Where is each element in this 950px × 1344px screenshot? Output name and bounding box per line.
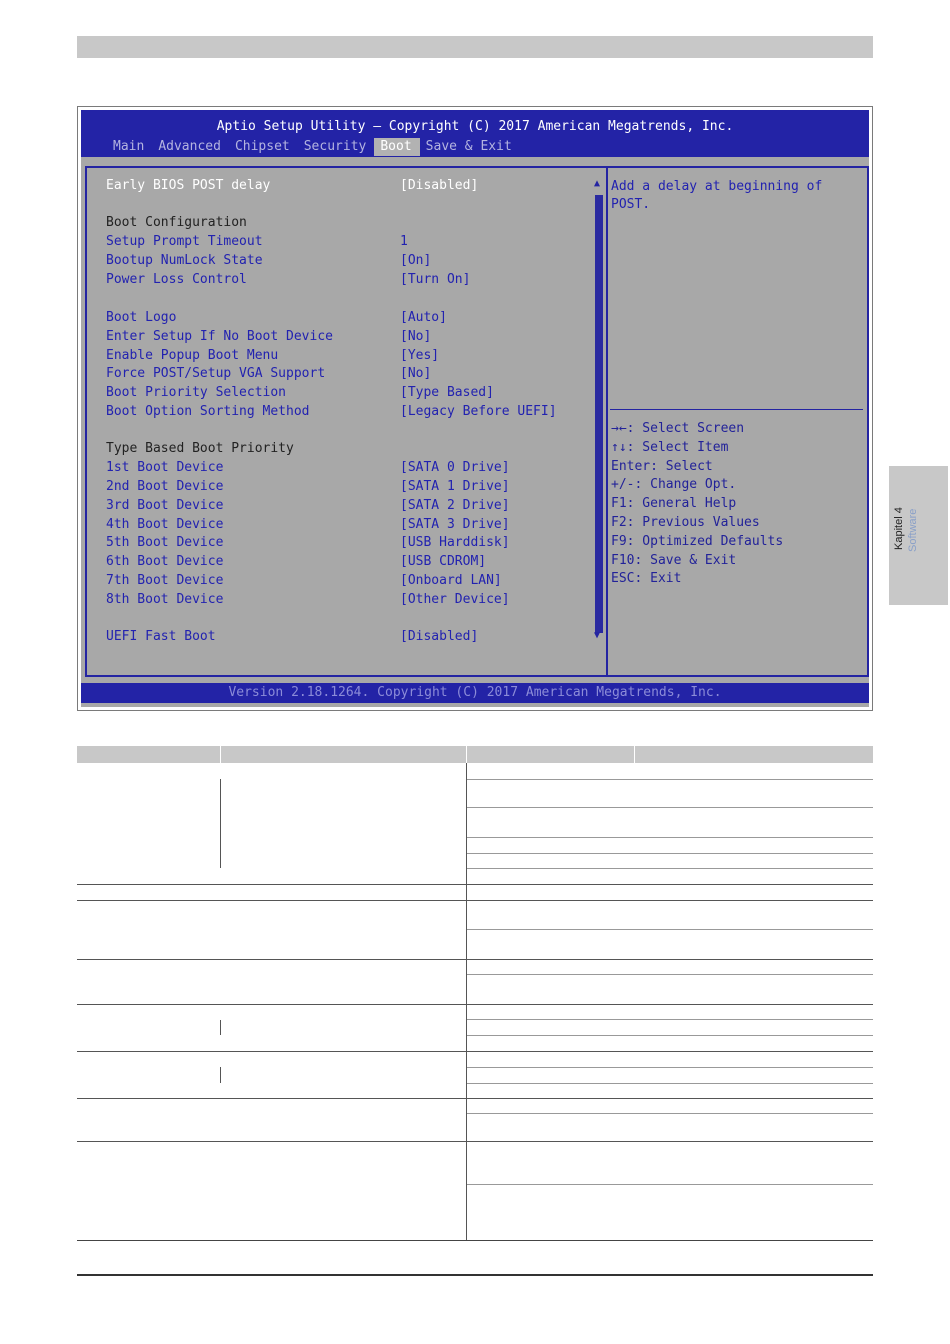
table-column-divider [466,763,467,1240]
setting-label: 6th Boot Device [106,554,224,569]
footer-rule [77,1274,873,1276]
key-hint: F2: Previous Values [611,514,760,530]
setting-row[interactable] [106,628,586,646]
key-hint: Enter: Select [611,458,713,474]
setting-row[interactable] [106,572,586,590]
setting-label: Boot Configuration [106,215,247,230]
setting-row[interactable] [106,403,586,421]
bios-footer: Version 2.18.1264. Copyright (C) 2017 American Megatrends, Inc. [81,683,869,703]
tab-boot[interactable]: Boot [374,138,419,156]
setting-value[interactable]: 1 [400,234,408,249]
tab-advanced[interactable]: Advanced [158,139,221,154]
setting-label: Enable Popup Boot Menu [106,348,279,363]
table-row-line [467,868,873,869]
setting-row[interactable] [106,497,586,515]
chapter-side-tab [889,466,948,605]
table-sub-divider [220,1067,221,1083]
setting-label: Boot Logo [106,310,177,325]
bios-screen [81,110,869,707]
key-hint: F9: Optimized Defaults [611,533,784,549]
setting-label: Enter Setup If No Boot Device [106,329,333,344]
table-header-divider [466,746,467,763]
header-bar [77,36,873,58]
setting-label: 7th Boot Device [106,573,224,588]
setting-label: 4th Boot Device [106,517,224,532]
table-row-line [77,1004,873,1005]
setting-value[interactable]: [No] [400,329,432,344]
table-header-divider [220,746,221,763]
table-row-line [467,853,873,854]
setting-value[interactable]: [Other Device] [400,592,510,607]
setting-label: Power Loss Control [106,272,247,287]
table-row-line [77,900,873,901]
key-legend [611,420,861,589]
table-row-line [467,1083,873,1084]
bios-title: Aptio Setup Utility – Copyright (C) 2017 American Megatrends, Inc. [216,119,734,134]
tab-save-exit[interactable]: Save & Exit [425,139,512,154]
help-divider [610,409,863,410]
setting-label: Force POST/Setup VGA Support [106,366,326,381]
scrollbar[interactable] [595,195,603,633]
setting-value[interactable]: [No] [400,366,432,381]
setting-label: 1st Boot Device [106,460,224,475]
setting-row[interactable] [106,177,586,195]
setting-label: 8th Boot Device [106,592,224,607]
table-row-line [467,929,873,930]
setting-label: Early BIOS POST delay [106,178,271,193]
scroll-down-arrow-icon[interactable]: ▼ [594,630,601,641]
table-row-line [467,1067,873,1068]
section-heading [106,440,586,458]
setting-label: 2nd Boot Device [106,479,224,494]
setting-row[interactable] [106,591,586,609]
bios-screenshot [77,106,873,711]
setting-value[interactable]: [Disabled] [400,178,479,193]
table-row-line [77,1098,873,1099]
setting-row[interactable] [106,478,586,496]
setting-value[interactable]: [SATA 2 Drive] [400,498,510,513]
setting-value[interactable]: [SATA 0 Drive] [400,460,510,475]
setting-value[interactable]: [Legacy Before UEFI] [400,404,557,419]
setting-row[interactable] [106,365,586,383]
setting-label: 5th Boot Device [106,535,224,550]
key-hint: →←: Select Screen [611,421,745,436]
setting-value[interactable]: [Type Based] [400,385,494,400]
settings-panel [85,166,608,677]
setting-row[interactable] [106,233,586,251]
setting-value[interactable]: [SATA 3 Drive] [400,517,510,532]
table-sub-divider [220,779,221,868]
setting-label: Type Based Boot Priority [106,441,294,456]
setting-label: UEFI Fast Boot [106,629,216,644]
setting-row[interactable] [106,534,586,552]
table-header-divider [634,746,635,763]
setting-value[interactable]: [USB CDROM] [400,554,487,569]
table-row-line [77,959,873,960]
tab-chipset[interactable]: Chipset [234,139,290,154]
setting-value[interactable]: [SATA 1 Drive] [400,479,510,494]
setting-value[interactable]: [Disabled] [400,629,479,644]
setting-row[interactable] [106,252,586,270]
setting-value[interactable]: [Onboard LAN] [400,573,502,588]
table-sub-divider [220,1020,221,1035]
table-row-line [467,837,873,838]
setting-label: 3rd Boot Device [106,498,224,513]
setting-label: Setup Prompt Timeout [106,234,263,249]
setting-value[interactable]: [Turn On] [400,272,471,287]
table-row-line [77,1051,873,1052]
table-row-line [467,807,873,808]
setting-row[interactable] [106,328,586,346]
help-panel [606,166,869,677]
table-row-line [77,884,873,885]
table-row-line [467,1113,873,1114]
tab-security[interactable]: Security [303,139,367,154]
setting-value[interactable]: [Auto] [400,310,447,325]
key-hint: ESC: Exit [611,571,682,587]
key-hint: ↑↓: Select Item [611,439,729,455]
setting-row[interactable] [106,459,586,477]
table-row-line [467,1019,873,1020]
table-row-line [467,779,873,780]
key-hint: +/-: Change Opt. [611,477,737,493]
bios-tab-bar [107,138,520,156]
setting-value[interactable]: [On] [400,253,432,268]
setting-value[interactable]: [Yes] [400,348,440,363]
table-row-line [467,974,873,975]
section-heading [106,214,586,232]
setting-row[interactable] [106,516,586,534]
table-row-line [467,1035,873,1036]
help-text: Add a delay at beginning of POST. [611,179,823,212]
settings-table [77,746,873,1241]
table-row-line [77,1141,873,1142]
table-row-line [467,1184,873,1185]
setting-label: Boot Option Sorting Method [106,404,310,419]
setting-label: Boot Priority Selection [106,385,287,400]
section-label: Software [907,508,919,552]
bios-header [81,110,869,157]
setting-label: Bootup NumLock State [106,253,263,268]
scroll-up-arrow-icon[interactable]: ▲ [594,178,601,189]
setting-value[interactable]: [USB Harddisk] [400,535,510,550]
setting-row[interactable] [106,384,586,402]
chapter-label: Kapitel 4 [893,507,905,550]
setting-row[interactable] [106,309,586,327]
setting-row[interactable] [106,553,586,571]
setting-row[interactable] [106,271,586,289]
key-hint: F10: Save & Exit [611,552,737,568]
table-header [77,746,873,763]
tab-main[interactable]: Main [113,139,145,154]
key-hint: F1: General Help [611,496,737,512]
setting-row[interactable] [106,347,586,365]
